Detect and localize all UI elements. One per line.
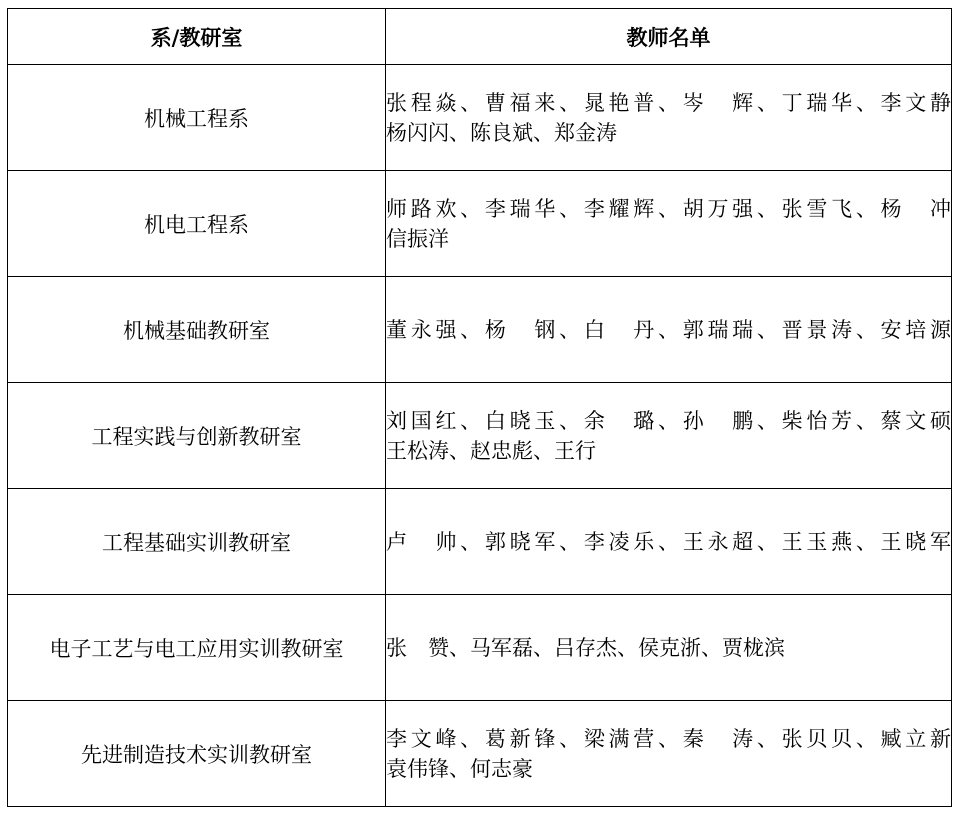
teacher-names-cell (386, 383, 952, 489)
table-row (8, 171, 952, 277)
teacher-names-line: 王松涛、赵忠彪、王行 (386, 438, 596, 463)
department-cell: 机械基础教研室 (8, 277, 386, 383)
table-row (8, 701, 952, 807)
teacher-names-cell (386, 65, 952, 171)
teacher-names-cell (386, 701, 952, 807)
teacher-names-line: 卢 帅、郭晓军、李凌乐、王永超、王玉燕、王晓军 (386, 529, 951, 554)
teacher-names-line: 袁伟锋、何志豪 (386, 756, 533, 781)
department-cell: 机械工程系 (8, 65, 386, 171)
table-row (8, 277, 952, 383)
table-header-row (8, 9, 952, 65)
table-row (8, 383, 952, 489)
department-cell: 工程实践与创新教研室 (8, 383, 386, 489)
department-cell: 工程基础实训教研室 (8, 489, 386, 595)
department-cell: 先进制造技术实训教研室 (8, 701, 386, 807)
teacher-names-line: 师路欢、李瑞华、李耀辉、胡万强、张雪飞、杨 冲 (386, 196, 951, 221)
table-row (8, 595, 952, 701)
table-row (8, 65, 952, 171)
teacher-names-line: 李文峰、葛新锋、梁满营、秦 涛、张贝贝、臧立新 (386, 726, 951, 751)
teacher-names-line: 杨闪闪、陈良斌、郑金涛 (386, 120, 617, 145)
department-cell: 机电工程系 (8, 171, 386, 277)
teacher-names-line: 刘国红、白晓玉、余 璐、孙 鹏、柴怡芳、蔡文硕 (386, 408, 951, 433)
teacher-names-cell (386, 171, 952, 277)
header-names: 教师名单 (386, 9, 952, 65)
department-cell: 电子工艺与电工应用实训教研室 (8, 595, 386, 701)
teacher-names-cell (386, 489, 952, 595)
table-row (8, 489, 952, 595)
header-department: 系/教研室 (8, 9, 386, 65)
teacher-names-cell (386, 595, 952, 701)
teacher-names-line: 董永强、杨 钢、白 丹、郭瑞瑞、晋景涛、安培源 (386, 317, 951, 342)
teacher-names-line: 张 赞、马军磊、吕存杰、侯克浙、贾栊滨 (386, 635, 785, 660)
teacher-names-line: 信振洋 (386, 226, 449, 251)
teacher-names-line: 张程焱、曹福来、晁艳普、岑 辉、丁瑞华、李文静 (386, 90, 951, 115)
teacher-names-cell (386, 277, 952, 383)
faculty-roster-table (7, 8, 952, 807)
